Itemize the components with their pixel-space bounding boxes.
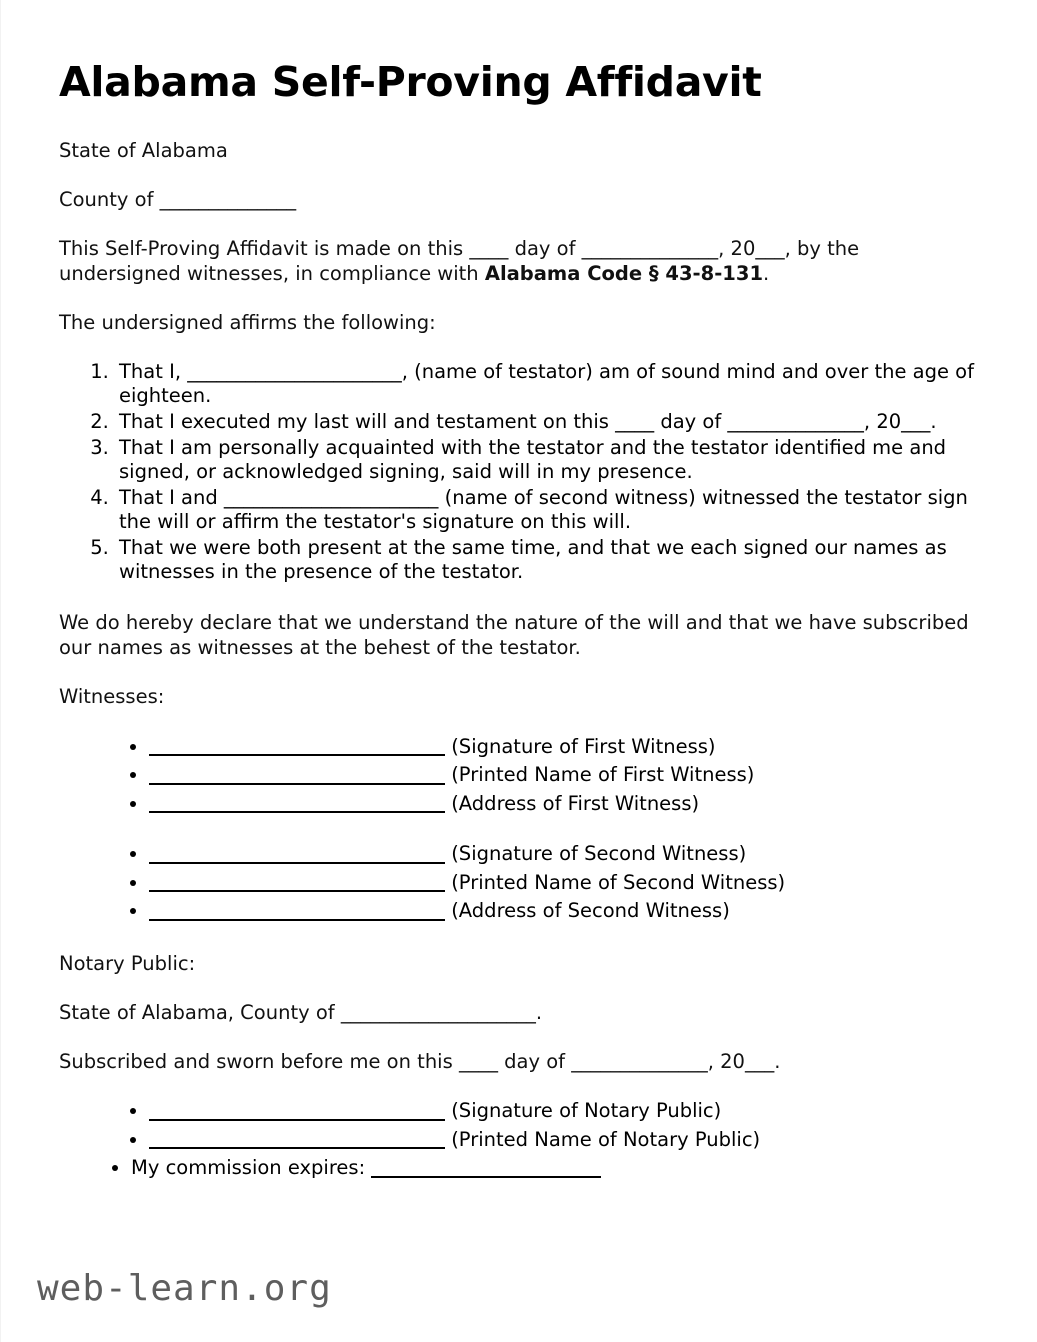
witness-1-address-line[interactable] <box>149 791 445 813</box>
notary-state-part-2: . <box>535 1000 543 1024</box>
notary-label: Notary Public: <box>59 951 196 975</box>
site-watermark: web-learn.org <box>37 1268 332 1309</box>
list-item <box>115 360 984 409</box>
list-item <box>115 436 984 485</box>
commission-expires-line[interactable] <box>371 1155 601 1177</box>
document-body <box>59 60 984 1184</box>
county-blank: ______________ <box>159 188 297 212</box>
sworn-part-3: , 20 <box>707 1049 745 1073</box>
witnesses-label: Witnesses: <box>59 684 165 708</box>
affirm-2-day-blank: ____ <box>615 409 655 433</box>
affirm-3-text: That I am personally acquainted with the testator and the testator identified me and signed, or acknowledged signing, said will in my presence. <box>119 435 947 484</box>
notary-state-part-1: State of Alabama, County of <box>59 1000 341 1024</box>
witness-2-address-label: (Address of Second Witness) <box>451 899 730 923</box>
witness-signature-list <box>59 734 984 921</box>
affirm-2-part-2: day of <box>654 409 728 433</box>
notary-county-blank: ____________________ <box>340 1000 536 1024</box>
notary-signature-label: (Signature of Notary Public) <box>451 1099 722 1123</box>
commission-expires-label: My commission expires: <box>131 1156 372 1180</box>
list-item <box>149 870 984 892</box>
intro-part-3: , 20 <box>718 237 756 260</box>
list-item <box>115 410 984 435</box>
affirm-4-part-1: That I and <box>119 485 224 509</box>
witness-2-printed-name-label: (Printed Name of Second Witness) <box>451 870 786 894</box>
affirm-2-year-blank: ___ <box>901 409 931 433</box>
list-item <box>149 1098 984 1123</box>
sworn-part-2: day of <box>497 1049 572 1073</box>
list-item <box>149 762 984 787</box>
sworn-part-4: . <box>774 1049 781 1073</box>
list-item <box>149 734 984 756</box>
affirm-5-text: That we were both present at the same time, and that we each signed our names as witnesses in the presence of the testator. <box>119 535 947 584</box>
list-item <box>149 1127 984 1149</box>
list-item <box>149 791 984 813</box>
notary-signature-list <box>59 1098 984 1180</box>
affirmation-list <box>59 360 984 585</box>
witness-1-address-label: (Address of First Witness) <box>451 791 700 815</box>
affirm-2-month-blank: ______________ <box>727 409 864 433</box>
witness-1-signature-label: (Signature of First Witness) <box>451 734 716 758</box>
affirm-1-blank: ______________________ <box>187 359 402 383</box>
page-title: Alabama Self-Proving Affidavit <box>59 58 762 106</box>
state-line: State of Alabama <box>59 139 228 163</box>
list-item <box>131 1155 984 1180</box>
declaration-paragraph: We do hereby declare that we understand the nature of the will and that we have subscribed our names as witnesses at the behest of the testator. <box>59 610 969 659</box>
county-line <box>59 188 984 213</box>
sworn-year-blank: ___ <box>744 1049 775 1073</box>
affirm-4-blank: ______________________ <box>223 485 439 509</box>
witness-2-address-line[interactable] <box>149 898 445 920</box>
notary-printed-name-label: (Printed Name of Notary Public) <box>451 1127 761 1151</box>
intro-year-blank: ___ <box>755 237 785 260</box>
affirm-1-part-1: That I, <box>119 359 188 383</box>
sworn-month-blank: ______________ <box>571 1049 708 1073</box>
witness-1-printed-name-line[interactable] <box>149 762 445 784</box>
notary-printed-name-line[interactable] <box>149 1127 445 1149</box>
intro-day-blank: ____ <box>469 237 509 260</box>
intro-month-blank: ______________ <box>581 237 719 260</box>
witness-1-printed-name-label: (Printed Name of First Witness) <box>451 763 755 787</box>
affirm-2-part-4: . <box>930 409 937 433</box>
witness-2-signature-label: (Signature of Second Witness) <box>451 842 747 866</box>
intro-part-1: This Self-Proving Affidavit is made on this <box>59 237 470 260</box>
statute-reference: Alabama Code § 43-8-131 <box>484 261 764 285</box>
intro-part-2: day of <box>508 237 582 260</box>
notary-signature-line[interactable] <box>149 1098 445 1120</box>
notary-sworn-line <box>59 1050 984 1075</box>
list-item <box>149 898 984 923</box>
sworn-day-blank: ____ <box>458 1049 498 1073</box>
affirm-2-part-3: , 20 <box>863 409 902 433</box>
notary-state-county-line <box>59 1001 984 1026</box>
list-item <box>115 486 984 535</box>
witness-2-printed-name-line[interactable] <box>149 870 445 892</box>
intro-paragraph <box>59 237 984 287</box>
list-item <box>115 536 984 585</box>
intro-part-5: . <box>763 261 770 285</box>
witness-1-signature-line[interactable] <box>149 734 445 756</box>
intro-part-4: , by the undersigned witnesses, in compliance with <box>59 237 860 285</box>
affirm-2-part-1: That I executed my last will and testament on this <box>119 409 616 433</box>
witness-2-signature-line[interactable] <box>149 841 445 863</box>
affirms-heading: The undersigned affirms the following: <box>59 310 436 334</box>
list-item <box>149 841 984 866</box>
sworn-part-1: Subscribed and sworn before me on this <box>59 1049 459 1073</box>
affirm-4-part-2: (name of second witness) witnessed the testator sign the will or affirm the testator's signature on this will. <box>119 485 968 534</box>
affirm-1-part-2: , (name of testator) am of sound mind and over the age of eighteen. <box>119 359 974 408</box>
county-label: County of <box>59 188 160 212</box>
